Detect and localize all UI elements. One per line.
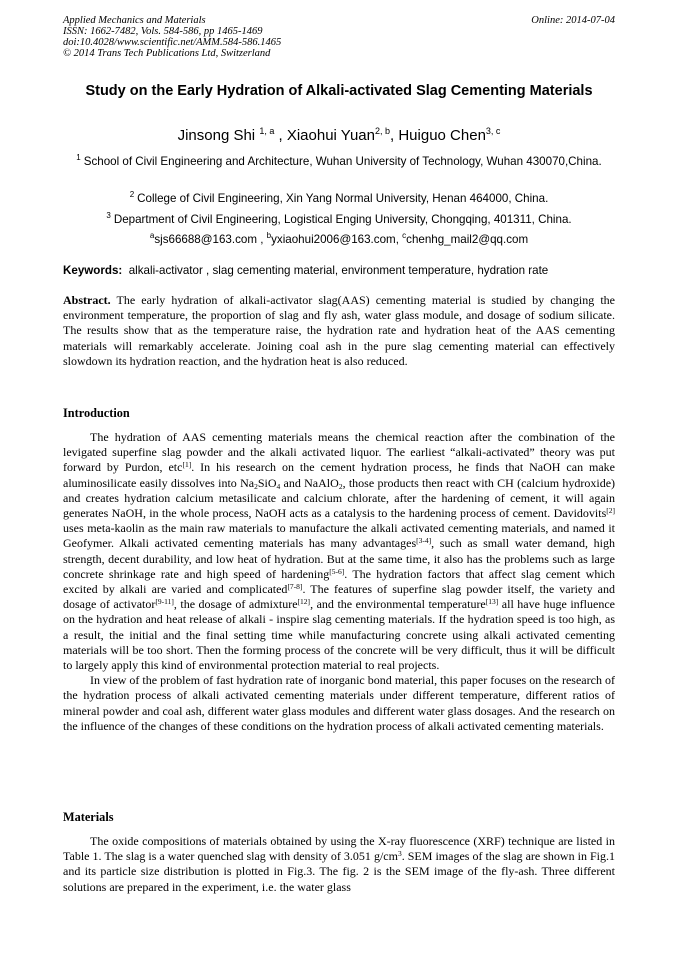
- citation-ref: [13]: [485, 597, 499, 607]
- abstract-text: The early hydration of alkali-activator slag(AAS) cementing material is studied by changing the environment temperature, the proportion of slag and fly ash, water glass module, and dosage of sodium silicate. The results show that as the temperature raise, the hydration rate and hydration heat of the AAS cementing materials will remarkably accelerate. Joining coal ash in the pure slag cementing material can effectively slowdown its hydration reaction, and the hydration heat is also reduced.: [63, 293, 615, 368]
- paragraph: [63, 834, 615, 895]
- doi-line: doi:10.4028/www.scientific.net/AMM.584-586.1465: [63, 37, 282, 48]
- affiliation-1: [63, 155, 615, 169]
- email-address: yxiaohui2006@163.com: [271, 233, 396, 246]
- citation-ref: [1]: [182, 460, 192, 470]
- copyright-line: © 2014 Trans Tech Publications Ltd, Switzerland: [63, 48, 271, 59]
- author-name: Jinsong Shi: [177, 127, 256, 144]
- abstract: [63, 293, 615, 369]
- affiliation-3: [63, 213, 615, 227]
- affiliation-text: School of Civil Engineering and Architecture, Wuhan University of Technology, Wuhan 430070,China.: [83, 155, 602, 168]
- text-run: . The features of superfine slag powder itself, the variety and dosage of activator: [63, 582, 615, 612]
- text-run: The hydration of AAS cementing materials means the chemical reaction after the combination of the levigated superfine slag powder and the alkali activated liquor. The earliest “alkali-activated” theory was put forward by Purdon, etc: [63, 430, 615, 475]
- subscript: 4: [276, 481, 281, 491]
- keywords: [63, 264, 615, 278]
- materials-body: [63, 834, 615, 895]
- text-run: The oxide compositions of materials obtained by using the X-ray fluorescence (XRF) technique are listed in Table 1. The slag is a water quenched slag with density of 3.051 g/cm: [63, 834, 615, 864]
- keywords-label: Keywords:: [63, 264, 123, 277]
- abstract-label: Abstract.: [63, 293, 111, 307]
- text-run: and NaAlO: [280, 475, 339, 490]
- citation-ref: [2]: [606, 506, 615, 516]
- paper-title: Study on the Early Hydration of Alkali-activated Slag Cementing Materials: [85, 83, 593, 99]
- author-name: Huiguo Chen: [398, 127, 486, 144]
- author-affil-mark: 3, c: [485, 126, 501, 136]
- text-run: SiO: [257, 475, 277, 490]
- email-separator: ,: [395, 233, 403, 246]
- text-run: , those products then react with CH (calcium hydroxide) and creates hydration calcium metasilicate and calcium chlorate, after the hardening of cement, it will again generates NaOH, in the whole process, NaOH acts as a catalysis to the hardening process of cement. Davidovits: [63, 475, 616, 521]
- superscript: 3: [397, 849, 402, 859]
- text-run: , the dosage of admixture: [173, 597, 298, 612]
- citation-ref: [5-6]: [329, 566, 345, 576]
- text-run: , such as small water demand, high strength, decent durability, and low heat of hydration. But at the same time, it also has the problems such as large concrete shrinkage rate and high speed of hardening: [63, 536, 615, 581]
- affiliation-text: College of Civil Engineering, Xin Yang Normal University, Henan 464000, China.: [137, 192, 549, 205]
- author-affil-mark: 1, a: [259, 126, 275, 136]
- email-address: sjs66688@163.com: [154, 233, 257, 246]
- paragraph: In view of the problem of fast hydration rate of inorganic bond material, this paper focuses on the research of the hydration process of alkali activated cementing materials under different temperature, different ratios of mineral powder and coal ash, different water glass modules and different water glass dosages. And the research on the influence of the changes of these conditions on the hydration process of alkali activated cementing materials.: [63, 673, 615, 733]
- paragraph: [63, 430, 615, 673]
- citation-ref: [7-8]: [287, 582, 303, 592]
- text-run: uses meta-kaolin as the main raw materials to manufacture the alkali activated cementing materials, and named it Geofymer. Alkali activated cementing materials has many advantages: [63, 521, 615, 551]
- email-mark: a: [149, 231, 155, 240]
- affiliation-mark: 3: [106, 211, 111, 220]
- text-run: all have huge influence on the hydration and heat release of alkali - inspire slag cementing materials. If the hydration speed is too high, as a result, the initial and the final setting time while manufacturing concrete using alkali activated cementing materials will be too short. Then the forming process of the concrete will be very difficult, thus it will be difficult to largely apply this kind of environmental protection material to real projects.: [63, 597, 615, 673]
- author-separator: ,: [390, 127, 399, 144]
- affiliation-text: Department of Civil Engineering, Logistical Enging University, Chongqing, 401311, China.: [113, 213, 572, 226]
- author-name: Xiaohui Yuan: [286, 127, 375, 144]
- affiliation-2: [63, 192, 615, 206]
- keywords-text: alkali-activator , slag cementing material, environment temperature, hydration rate: [128, 264, 549, 277]
- subscript: 2: [338, 481, 343, 491]
- author-affil-mark: 2, b: [374, 126, 390, 136]
- author-separator: ,: [278, 127, 287, 144]
- text-run: . SEM images of the slag are shown in Fig.1 and its particle size distribution is plotted in Fig.3. The fig. 2 is the SEM image of the fly-ash. Three different solutions are prepared in the experiment, i.e. the water glass: [63, 849, 615, 894]
- online-date: Online: 2014-07-04: [531, 15, 615, 26]
- email-list: [63, 233, 615, 247]
- affiliation-mark: 2: [129, 190, 135, 199]
- section-heading-introduction: Introduction: [63, 406, 130, 420]
- email-address: chenhg_mail2@qq.com: [406, 233, 529, 246]
- text-run: , and the environmental temperature: [310, 597, 486, 612]
- subscript: 2: [254, 481, 258, 491]
- issn-line: ISSN: 1662-7482, Vols. 584-586, pp 1465-1469: [63, 26, 263, 37]
- citation-ref: [12]: [297, 597, 311, 607]
- email-separator: ,: [256, 233, 267, 246]
- author-list: [63, 127, 615, 145]
- citation-ref: [9-11]: [155, 597, 174, 607]
- email-mark: c: [402, 231, 407, 240]
- text-run: . The hydration factors that affect slag cement which excited by alkali are varied and complicated: [63, 566, 616, 597]
- introduction-body: [63, 430, 615, 734]
- text-run: . In his research on the cement hydration process, he finds that NaOH can make aluminosilicate easily dissolves into Na: [63, 460, 615, 490]
- affiliation-mark: 1: [76, 153, 81, 162]
- journal-name: Applied Mechanics and Materials: [63, 15, 206, 26]
- citation-ref: [3-4]: [416, 536, 432, 546]
- section-heading-materials: Materials: [63, 810, 114, 824]
- running-header: [63, 15, 615, 59]
- email-mark: b: [266, 231, 272, 240]
